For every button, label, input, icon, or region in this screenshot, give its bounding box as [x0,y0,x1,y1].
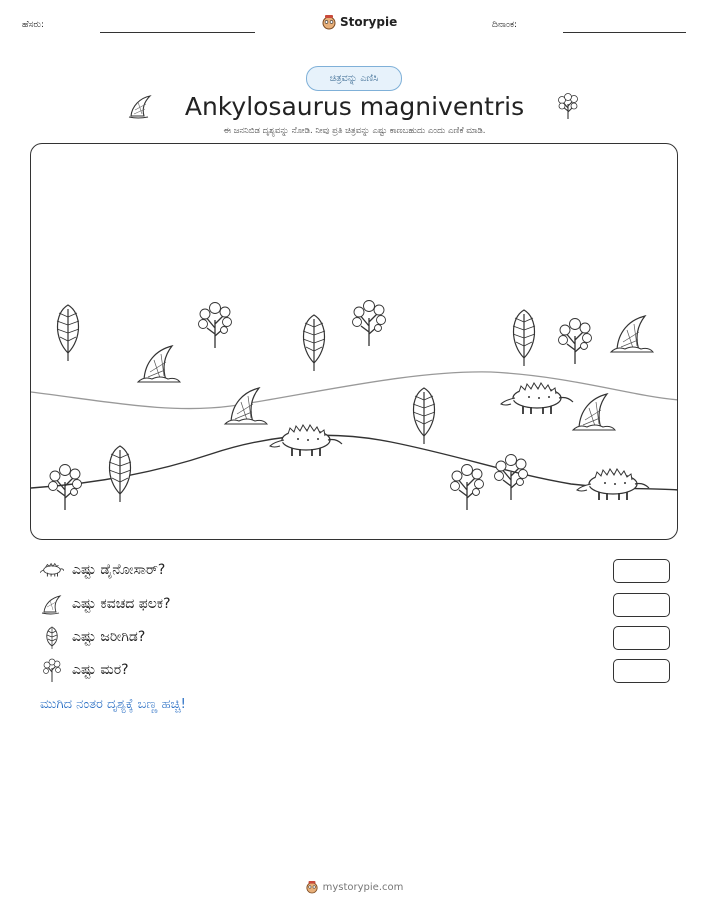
tree-icon [554,92,582,120]
question-label: ಎಷ್ಟು ಮರ? [72,662,129,678]
answer-box[interactable] [613,626,670,650]
question-label: ಎಷ್ಟು ಜರೀಗಿಡ? [72,629,146,645]
answer-box[interactable] [613,593,670,617]
brand-name: Storypie [340,15,398,29]
site-url[interactable]: mystorypie.com [322,881,404,893]
dinosaur-item [577,469,649,500]
dinosaur-item [270,425,342,456]
tree-item [559,319,592,365]
fern-icon [40,626,64,648]
name-label: ಹೆಸರು: [22,20,45,30]
question-row [40,624,145,650]
instructions: ಈ ಜನನಿಬಿಡ ದೃಶ್ಯವನ್ನು ನೋಡಿ. ನೀವು ಪ್ರತಿ ಚಿತ್ರವನ್ನು ಎಷ್ಟು ಕಾಣಬಹುದು ಎಂದು ಎಣಿಕೆ ಮಾಡಿ. [223,126,486,136]
coloring-instruction: ಮುಗಿದ ನಂತರ ದೃಶ್ಯಕ್ಕೆ ಬಣ್ಣ ಹಚ್ಚಿ! [40,697,186,712]
question-row [40,557,165,583]
question-row [40,591,171,617]
site-footer [0,880,709,894]
dinosaur-icon [40,559,64,581]
answer-box[interactable] [613,659,670,683]
armor-plate-item [573,394,615,430]
page-title: Ankylosaurus magniventris [184,92,525,121]
tree-item [49,465,82,511]
armor-plate-icon [40,593,64,615]
brand-logo [322,14,397,30]
fern-item [413,388,435,444]
storypie-mascot-icon [306,880,318,894]
fern-item [109,446,131,502]
tree-icon [40,659,64,681]
fern-item [513,310,535,366]
answer-box[interactable] [613,559,670,583]
activity-badge: ಚಿತ್ರವನ್ನು ಎಣಿಸಿ [306,66,402,91]
fern-item [57,305,79,361]
armor-plate-item [138,346,180,382]
armor-plate-item [611,316,653,352]
question-label: ಎಷ್ಟು ಕವಚದ ಫಲಕ? [72,596,171,612]
tree-item [451,465,484,511]
counting-scene [30,143,678,540]
dinosaur-item [501,383,573,414]
tree-item [495,455,528,501]
date-label: ದಿನಾಂಕ: [492,20,518,30]
date-field[interactable] [563,32,686,33]
tree-item [353,301,386,347]
name-field[interactable] [100,32,255,33]
question-row [40,657,129,683]
tree-item [199,303,232,349]
question-label: ಎಷ್ಟು ಡೈನೋಸಾರ್? [72,562,166,578]
fern-item [303,315,325,371]
storypie-mascot-icon [322,14,336,30]
